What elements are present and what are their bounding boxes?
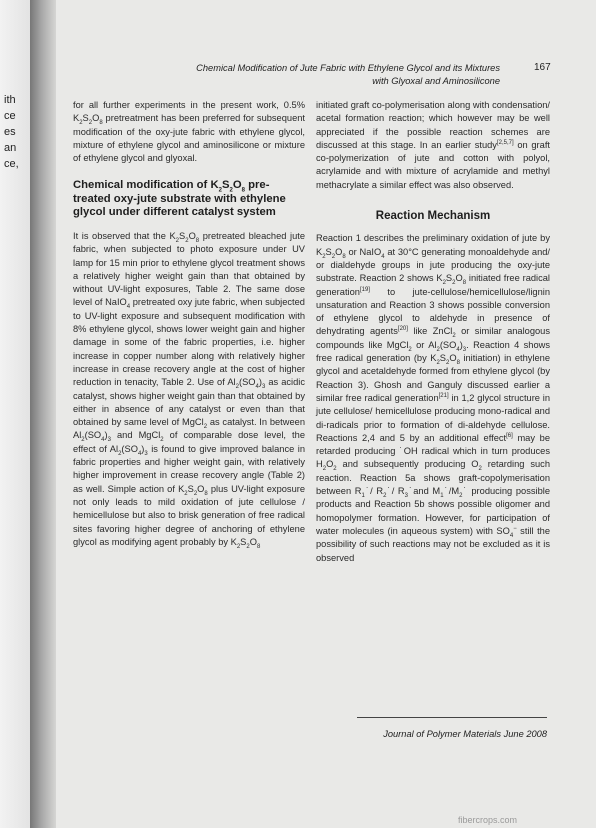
- left-column: [73, 99, 305, 549]
- watermark: fibercrops.com: [458, 815, 518, 825]
- running-header: [130, 62, 500, 88]
- margin-fragment: an: [4, 142, 17, 154]
- right-column: [316, 99, 550, 565]
- page-gutter-shadow: [30, 0, 56, 828]
- footer-rule: [357, 717, 547, 718]
- journal-footer: Journal of Polymer Materials June 2008: [383, 729, 547, 739]
- margin-fragment: ce,: [4, 158, 19, 170]
- header-line-2: with Glyoxal and Aminosilicone: [372, 76, 500, 86]
- section-heading: Reaction Mechanism: [375, 210, 491, 223]
- paragraph: Reaction 1 describes the preliminary oxidation of jute by $K_2S_2O_8$ or NaIO$_4$ at 30°C generating monoaldehyde and/ or dialdehyde groups in jute producing the oxy-jute substrate. Reaction 2 shows $K_2S_2O_8$ initiated free radical generation[19] to jute-cellulose/hemicellulose/lignin unsaturation and Reaction 3 shows possible conversion of ethylene glycol to aldehyde in presence of dehydrating agents[20] like ZnCl$_2$ or similar analogous compounds like MgCl$_2$ or $Al_2(SO_4)_3$. Reaction 4 shows free radical generation (by $K_2S_2O_8$ initiation) in ethylene glycol and acetaldehyde formed from ethylene glycol (by Reaction 3). Ghosh and Ganguly discussed earlier a similar free radical generation[21] in 1,2 glycol structure in jute cellulose/ hemicellulose producing mono-radical and di-radicals prior to formation of di-aldehyde cellulose. Reactions 2,4 and 5 by an additional effect[6] may be retarded producing ˙OH radical which in turn produces $H_2O_2$ and subsequently producing $O_2$ retarding such reaction. Reaction 5a shows graft-copolymerisation between $R_1˙/$ $R_2˙/$ $R_3˙and$ $M_1˙/M_2˙$ producing possible products and Reaction 5b shows possible oligomer and homopolymer formation. However, for participation of water molecules (in aqueous system) with $SO_4^-$ still the possibility of such reactions may not be excluded as it is observed: [316, 233, 551, 563]
- paragraph: for all further experiments in the present work, 0.5% $K_2S_2O_8$ pretreatment has been preferred for subsequent modification of the oxy-jute fabric with ethylene glycol, mixture of ethylene glycol and aminosilicone or mixture of ethylene glycol and glyoxal.: [73, 100, 305, 164]
- margin-fragment: ith: [4, 94, 16, 106]
- paragraph: initiated graft co-polymerisation along with condensation/ acetal formation reaction; which however may be well appreciated if the possible reaction schemes are discussed at this stage. In an earlier study[2,5,7] on graft co-polymerization of jute and cotton with polyol, acrylamide and with mixture of acrylamide and methyl methacrylate a similar effect was also observed.: [316, 100, 550, 190]
- page-number: 167: [534, 62, 551, 73]
- margin-fragment: es: [4, 126, 16, 138]
- adjacent-page-strip: [0, 0, 30, 828]
- paragraph: It is observed that the $K_2S_2O_8$ pretreated bleached jute fabric, when subjected to photo exposure under UV lamp for 15 min prior to ethylene glycol treatment shows a relatively higher weight gain than that obtained by without UV-light exposures, Table 2. The same dose level of NaIO$_4$ pretreated oxy jute fabric, when subjected to UV-light exposure and subsequent modification with 8% ethylene glycol, shows lower weight gain and higher damage in some of the fabric properties, i.e. higher increase in copper number along with relatively higher increase in crease recovery angle at the cost of higher reduction in tenacity, Table 2. Use of $Al_2(SO_4)_3$ as acidic catalyst, shows higher weight gain than that obtained by either in absence of any catalyst or even than that obtained by same level of MgCl$_2$ as catalyst. In between $Al_2(SO_4)_3$ and MgCl$_2$ of comparable dose level, the effect of $Al_2(SO_4)_3$ is found to give improved balance in fabric properties and higher weight gain, with relatively higher improvement in crease recovery angle (Table 2) as well. Simple action of $K_2S_2O_8$ plus UV-light exposure not only leads to mild oxidation of jute cellulose / hemicellulose but also to brisk generation of free radical sites favoring higher degree of anchoring of ethylene glycol as modifying agent probably by $K_2S_2O_8$: [73, 230, 306, 550]
- section-heading: Chemical modification of $K_2S_2O_8$ pre-treated oxy-jute substrate with ethylene glycol under different catalyst system: [73, 179, 286, 219]
- margin-fragment: ce: [4, 110, 16, 122]
- header-line-1: Chemical Modification of Jute Fabric with Ethylene Glycol and its Mixtures: [196, 63, 500, 73]
